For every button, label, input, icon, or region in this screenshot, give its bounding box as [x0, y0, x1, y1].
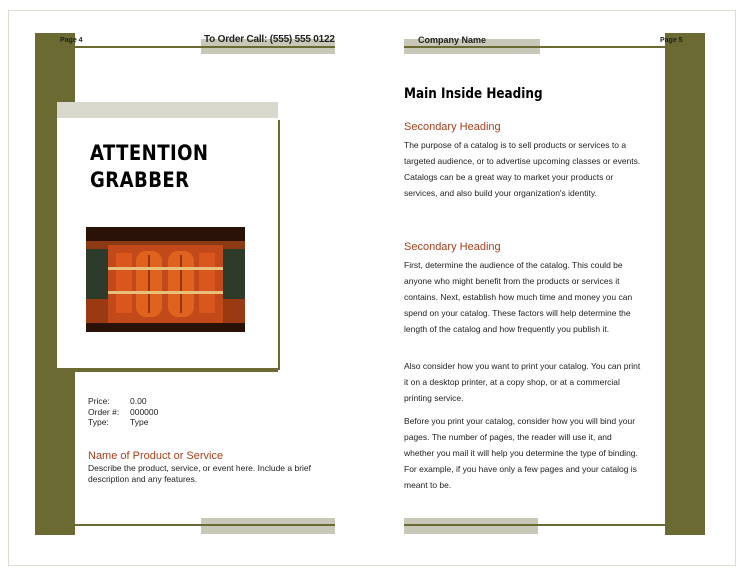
main-inside-heading: Main Inside Heading: [404, 86, 543, 102]
type-value: Type: [130, 417, 149, 427]
company-name: Company Name: [418, 35, 487, 45]
type-row: [88, 417, 158, 428]
price-row: [88, 396, 158, 407]
order-value: 000000: [130, 406, 159, 417]
section-2-body-2: Also consider how you want to print your catalog. You can print it on a desktop printer, at a copy shop, or at a commercial printing service.: [404, 361, 641, 403]
section-2-body-3: Before you print your catalog, consider how you will bind your pages. The number of pages, the reader will use it, and whether you mail it will help you determine the type of binding. For example, if you have only a few pages and your catalog is meant to be.: [404, 416, 638, 490]
product-description: Describe the product, service, or event here. Include a brief description and any features.: [88, 463, 312, 484]
section-1-body: The purpose of a catalog is to sell products or services to a targeted audience, or to advertise upcoming classes or events. Catalogs can be a great way to market your products or services, and also build your organization's identity.: [404, 140, 641, 198]
card-top-band: [57, 102, 278, 118]
price-value: 0.00: [130, 396, 147, 406]
left-page-number: Page 4: [60, 37, 83, 44]
product-meta: [88, 396, 158, 428]
right-page-side-bar: [665, 33, 705, 535]
order-label: Order #:: [88, 406, 120, 417]
right-footer-box: [404, 518, 538, 534]
secondary-heading-2: Secondary Heading: [404, 241, 501, 253]
attention-line-1: ATTENTION: [90, 141, 209, 165]
left-header-rule: [75, 46, 335, 48]
section-2-body-1: First, determine the audience of the catalog. This could be anyone who might benefit from the products or services it contains. Next, establish how much time and money you can spend on your catalog. These factors will help determine the length of the catalog and how frequently you publish it.: [404, 260, 633, 334]
right-header-rule: [404, 46, 666, 48]
left-footer-box: [201, 518, 335, 534]
secondary-heading-1: Secondary Heading: [404, 121, 501, 133]
right-page-number: Page 5: [660, 37, 683, 44]
right-footer-rule: [404, 524, 666, 526]
temple-door-image: [86, 227, 245, 332]
product-name-heading: Name of Product or Service: [88, 450, 224, 462]
attention-line-2: GRABBER: [90, 168, 190, 192]
price-label: Price:: [88, 396, 110, 406]
order-phone-line: To Order Call: (555) 555 0122: [204, 34, 335, 45]
order-row: [88, 407, 158, 418]
attention-grabber-title: [90, 140, 208, 194]
left-footer-rule: [75, 524, 335, 526]
product-photo: [86, 227, 245, 332]
type-label: Type:: [88, 417, 109, 427]
card-shadow-bottom: [75, 370, 276, 372]
